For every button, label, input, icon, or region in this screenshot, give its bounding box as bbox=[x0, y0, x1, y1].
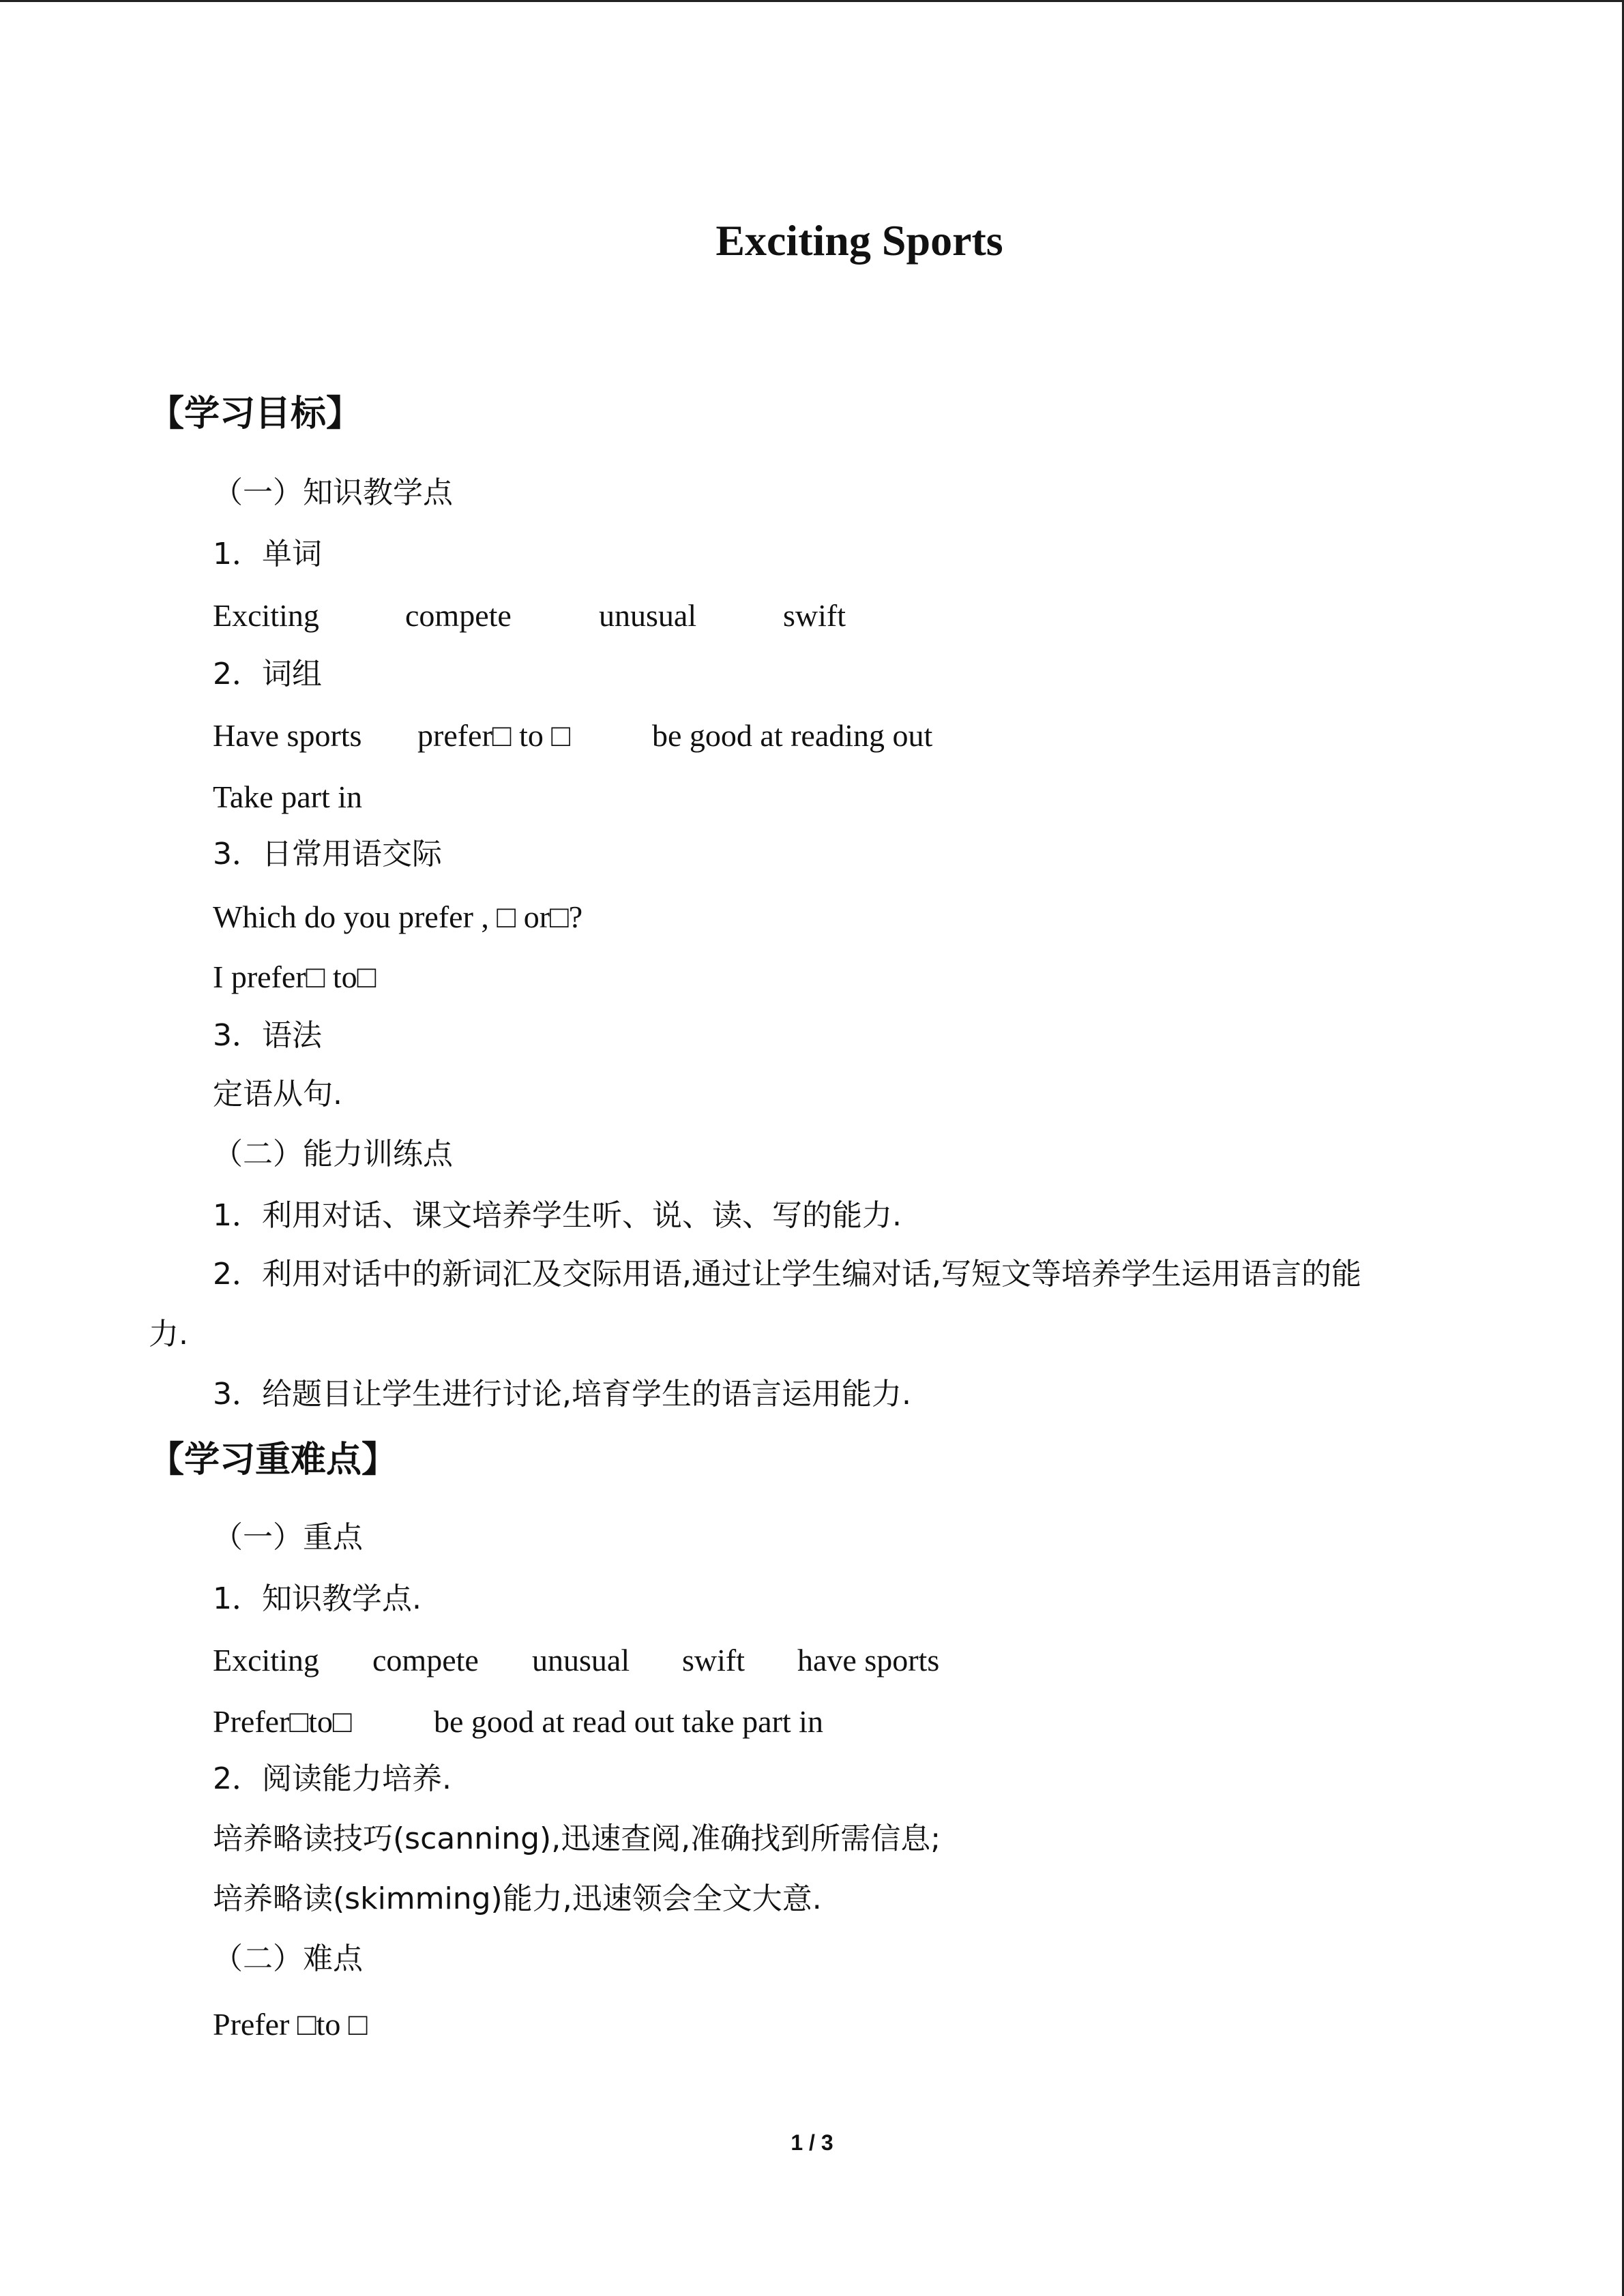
key-points-heading: （一）重点 bbox=[213, 1520, 363, 1555]
key-item-2-line-1: 培养略读技巧(scanning),迅速查阅,准确找到所需信息; bbox=[213, 1821, 941, 1856]
grammar-heading: 3．语法 bbox=[213, 1018, 322, 1053]
page-number: 1 / 3 bbox=[791, 2130, 833, 2155]
key-phrase: Prefer□to□ bbox=[213, 1704, 352, 1739]
key-item-1: 1．知识教学点. bbox=[213, 1581, 422, 1616]
ability-item-2: 2．利用对话中的新词汇及交际用语,通过让学生编对话,写短文等培养学生运用语言的能 bbox=[213, 1257, 1361, 1292]
phrase: prefer□ to □ bbox=[417, 718, 571, 753]
key-word: compete bbox=[372, 1643, 479, 1678]
key-phrase: be good at read out take part in bbox=[434, 1704, 823, 1739]
phrases-heading: 2．词组 bbox=[213, 657, 322, 691]
ability-item-2-continued: 力. bbox=[149, 1317, 188, 1352]
vocab-heading: 1．单词 bbox=[213, 537, 322, 571]
ability-item-1: 1．利用对话、课文培养学生听、说、读、写的能力. bbox=[213, 1198, 902, 1233]
vocab-list bbox=[213, 595, 846, 637]
key-words-list bbox=[213, 1639, 939, 1682]
key-word: swift bbox=[682, 1643, 745, 1678]
phrase: be good at reading out bbox=[652, 718, 933, 753]
daily-expressions-heading: 3．日常用语交际 bbox=[213, 837, 442, 871]
key-item-2-line-2: 培养略读(skimming)能力,迅速领会全文大意. bbox=[213, 1881, 822, 1916]
key-word: unusual bbox=[532, 1643, 630, 1678]
key-item-2: 2．阅读能力培养. bbox=[213, 1761, 452, 1796]
vocab-word: unusual bbox=[599, 598, 697, 633]
vocab-word: compete bbox=[405, 598, 512, 633]
key-word: have sports bbox=[797, 1643, 940, 1678]
key-word: Exciting bbox=[213, 1643, 319, 1678]
daily-expression-2: I prefer□ to□ bbox=[213, 959, 377, 994]
ability-heading: （二）能力训练点 bbox=[213, 1137, 453, 1172]
difficult-line: Prefer □to □ bbox=[213, 2007, 368, 2042]
ability-item-3: 3．给题目让学生进行讨论,培育学生的语言运用能力. bbox=[213, 1377, 911, 1412]
phrases-list bbox=[213, 715, 932, 757]
phrase-line-2: Take part in bbox=[213, 779, 363, 814]
vocab-word: Exciting bbox=[213, 598, 319, 633]
knowledge-points-heading: （一）知识教学点 bbox=[213, 475, 453, 510]
difficult-points-heading: （二）难点 bbox=[213, 1941, 363, 1976]
page-border-top bbox=[0, 0, 1624, 2]
page-title: Exciting Sports bbox=[715, 216, 1003, 265]
grammar-line: 定语从句. bbox=[213, 1077, 342, 1112]
vocab-word: swift bbox=[783, 598, 846, 633]
section-heading-objectives: 【学习目标】 bbox=[149, 393, 362, 434]
key-phrases-list bbox=[213, 1701, 823, 1743]
daily-expression-1: Which do you prefer , □ or□? bbox=[213, 899, 583, 934]
phrase: Have sports bbox=[213, 718, 362, 753]
section-heading-key-difficult: 【学习重难点】 bbox=[149, 1440, 398, 1480]
